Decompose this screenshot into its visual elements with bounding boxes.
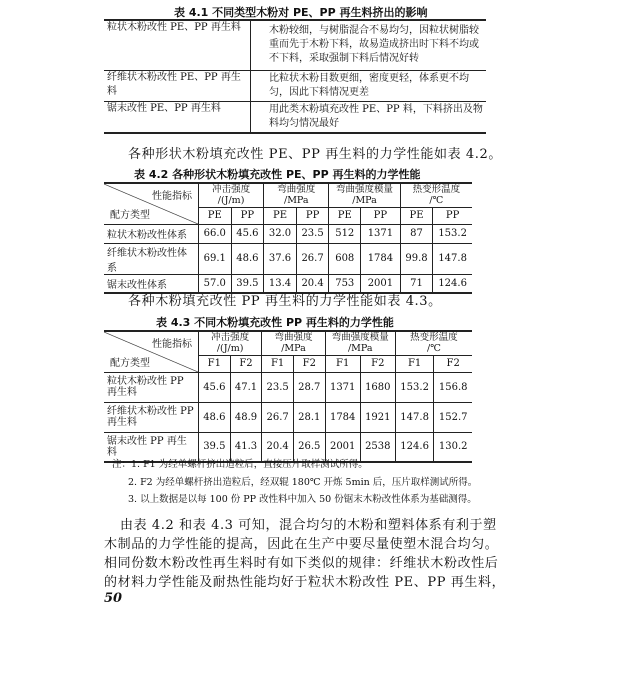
table3-group-hdt: 热变形温度 /℃ xyxy=(395,331,472,355)
table2-sub-header: PP xyxy=(433,207,472,224)
table2-sub-header: PP xyxy=(231,207,264,224)
table2-cell: 124.6 xyxy=(433,274,472,293)
table1-cell-type: 纤维状木粉改性 PE、PP 再生料 xyxy=(104,70,251,101)
table3-cell: 48.6 xyxy=(199,402,231,432)
table2-sub-header: PE xyxy=(329,207,361,224)
table3-cell: 2538 xyxy=(360,432,395,462)
table2-caption: 表 4.2 各种形状木粉填充改性 PE、PP 再生料的力学性能 xyxy=(134,168,421,181)
table2-group-modulus: 弯曲强度模量 /MPa xyxy=(329,183,400,207)
table2-cell: 1371 xyxy=(361,224,401,243)
table-row xyxy=(104,101,486,133)
table2-cell: 66.0 xyxy=(199,224,232,243)
table3-cell: 20.4 xyxy=(262,432,294,462)
table3-cell: 39.5 xyxy=(199,432,231,462)
table1-cell-type: 粒状木粉改性 PE、PP 再生料 xyxy=(104,20,251,70)
table2-row-label: 锯末改性体系 xyxy=(104,274,199,293)
table1-cell-type: 锯末改性 PE、PP 再生料 xyxy=(104,101,251,133)
table2-cell: 20.4 xyxy=(296,274,329,293)
page-number: 50 xyxy=(104,591,123,606)
table3 xyxy=(104,330,472,463)
table2-cell: 69.1 xyxy=(199,243,232,274)
table3-cell: 1371 xyxy=(325,372,360,402)
table2-cell: 39.5 xyxy=(231,274,264,293)
table3-note-3: 3. 以上数据是以每 100 份 PP 改性料中加入 50 份锯末木粉改性体系为基础测得。 xyxy=(128,494,477,505)
table2-cell: 45.6 xyxy=(231,224,264,243)
table3-cell: 1680 xyxy=(360,372,395,402)
table-row xyxy=(104,20,486,70)
table2-cell: 147.8 xyxy=(433,243,472,274)
conclusion-line-2: 木制品的力学性能的提高，因此在生产中要尽量使塑木混合均匀。 xyxy=(104,537,499,552)
table3-cell: 147.8 xyxy=(395,402,434,432)
table3-cell: 153.2 xyxy=(395,372,434,402)
table2-group-hdt: 热变形温度 /℃ xyxy=(400,183,472,207)
table3-sub-header: F2 xyxy=(230,355,262,372)
table2-cell: 37.6 xyxy=(264,243,297,274)
table2-cell: 512 xyxy=(329,224,361,243)
table3-cell: 156.8 xyxy=(434,372,472,402)
table3-cell: 23.5 xyxy=(262,372,294,402)
table3-caption: 表 4.3 不同木粉填充改性 PP 再生料的力学性能 xyxy=(156,316,394,329)
intro-table3: 各种木粉填充改性 PP 再生料的力学性能如表 4.3。 xyxy=(128,294,442,309)
table2-row-label: 粒状木粉改性体系 xyxy=(104,224,199,243)
table3-sub-header: F2 xyxy=(434,355,472,372)
table3-sub-header: F1 xyxy=(395,355,434,372)
table1-cell-effect: 用此类木粉填充改性 PE、PP 料，下料挤出及物料均匀情况最好 xyxy=(251,101,487,133)
table3-cell: 41.3 xyxy=(230,432,262,462)
table2-cell: 753 xyxy=(329,274,361,293)
table1 xyxy=(104,19,486,134)
table2-cell: 32.0 xyxy=(264,224,297,243)
table2-sub-header: PP xyxy=(361,207,401,224)
table2-cell: 2001 xyxy=(361,274,401,293)
table3-cell: 152.7 xyxy=(434,402,472,432)
table-row xyxy=(104,372,472,402)
table2-cell: 99.8 xyxy=(400,243,433,274)
table2-cell: 1784 xyxy=(361,243,401,274)
table3-cell: 130.2 xyxy=(434,432,472,462)
table3-note-2: 2. F2 为经单螺杆挤出造粒后，经双辊 180℃ 开炼 5min 后，压片取样测试所得。 xyxy=(128,477,478,488)
table3-sub-header: F1 xyxy=(199,355,231,372)
table2-group-impact: 冲击强度 /(J/m) xyxy=(199,183,264,207)
table3-corner-top: 性能指标 xyxy=(152,339,192,350)
table3-cell: 45.6 xyxy=(199,372,231,402)
table2 xyxy=(104,182,472,294)
table2-cell: 153.2 xyxy=(433,224,472,243)
table3-sub-header: F1 xyxy=(262,355,294,372)
table3-cell: 28.7 xyxy=(293,372,325,402)
table3-sub-header: F2 xyxy=(360,355,395,372)
table3-cell: 47.1 xyxy=(230,372,262,402)
table2-cell: 13.4 xyxy=(264,274,297,293)
conclusion-line-4: 的材料力学性能及耐热性能均好于粒状木粉改性 PE、PP 再生料， xyxy=(104,575,506,590)
table-header-row xyxy=(104,331,472,355)
table-header-row xyxy=(104,183,472,207)
table-row xyxy=(104,224,472,243)
table3-group-impact: 冲击强度 /(J/m) xyxy=(199,331,262,355)
table-row xyxy=(104,402,472,432)
table3-cell: 124.6 xyxy=(395,432,434,462)
table-row xyxy=(104,70,486,101)
table2-row-label: 纤维状木粉改性体系 xyxy=(104,243,199,274)
table3-cell: 26.5 xyxy=(293,432,325,462)
table2-cell: 87 xyxy=(400,224,433,243)
table3-note-1: 注：1. F1 为经单螺杆挤出造粒后，直接压片取样测试所得。 xyxy=(112,459,368,470)
table3-row-label: 纤维状木粉改性 PP 再生料 xyxy=(104,402,199,432)
table2-sub-header: PE xyxy=(199,207,232,224)
table3-sub-header: F2 xyxy=(293,355,325,372)
table2-cell: 57.0 xyxy=(199,274,232,293)
intro-table2: 各种形状木粉填充改性 PE、PP 再生料的力学性能如表 4.2。 xyxy=(128,147,503,162)
conclusion-line-1: 由表 4.2 和表 4.3 可知，混合均匀的木粉和塑料体系有利于塑 xyxy=(120,518,497,533)
table2-cell: 71 xyxy=(400,274,433,293)
table3-cell: 26.7 xyxy=(262,402,294,432)
table1-caption: 表 4.1 不同类型木粉对 PE、PP 再生料挤出的影响 xyxy=(174,6,428,19)
table2-cell: 23.5 xyxy=(296,224,329,243)
table1-cell-effect: 木粉较细，与树脂混合不易均匀，因粒状树脂较重而先于木粉下料，故易造成挤出时下料不均或不下料，采取强制下料后情况好转 xyxy=(251,20,487,70)
table3-cell: 1784 xyxy=(325,402,360,432)
table2-cell: 608 xyxy=(329,243,361,274)
table2-sub-header: PE xyxy=(400,207,433,224)
table3-row-label: 锯末改性 PP 再生料 xyxy=(104,432,199,462)
table2-cell: 48.6 xyxy=(231,243,264,274)
table2-corner-bottom: 配方类型 xyxy=(110,209,150,221)
table3-corner-cell xyxy=(104,331,199,372)
table3-cell: 28.1 xyxy=(293,402,325,432)
table3-cell: 2001 xyxy=(325,432,360,462)
table1-cell-effect: 比粒状木粉目数更细，密度更轻，体系更不均匀，因此下料情况更差 xyxy=(251,70,487,101)
table2-sub-header: PP xyxy=(296,207,329,224)
table3-row-label: 粒状木粉改性 PP 再生料 xyxy=(104,372,199,402)
table3-group-flexural: 弯曲强度 /MPa xyxy=(262,331,325,355)
table2-sub-header: PE xyxy=(264,207,297,224)
table3-cell: 48.9 xyxy=(230,402,262,432)
table3-corner-bottom: 配方类型 xyxy=(110,357,150,369)
table-row xyxy=(104,243,472,274)
table2-cell: 26.7 xyxy=(296,243,329,274)
table2-group-flexural: 弯曲强度 /MPa xyxy=(264,183,329,207)
table2-corner-top: 性能指标 xyxy=(152,191,192,202)
conclusion-line-3: 相同份数木粉改性再生料时有如下类似的规律：纤维状木粉改性后 xyxy=(104,556,499,571)
table3-sub-header: F1 xyxy=(325,355,360,372)
table3-cell: 1921 xyxy=(360,402,395,432)
table3-group-modulus: 弯曲强度模量 /MPa xyxy=(325,331,395,355)
table2-corner-cell xyxy=(104,183,199,224)
